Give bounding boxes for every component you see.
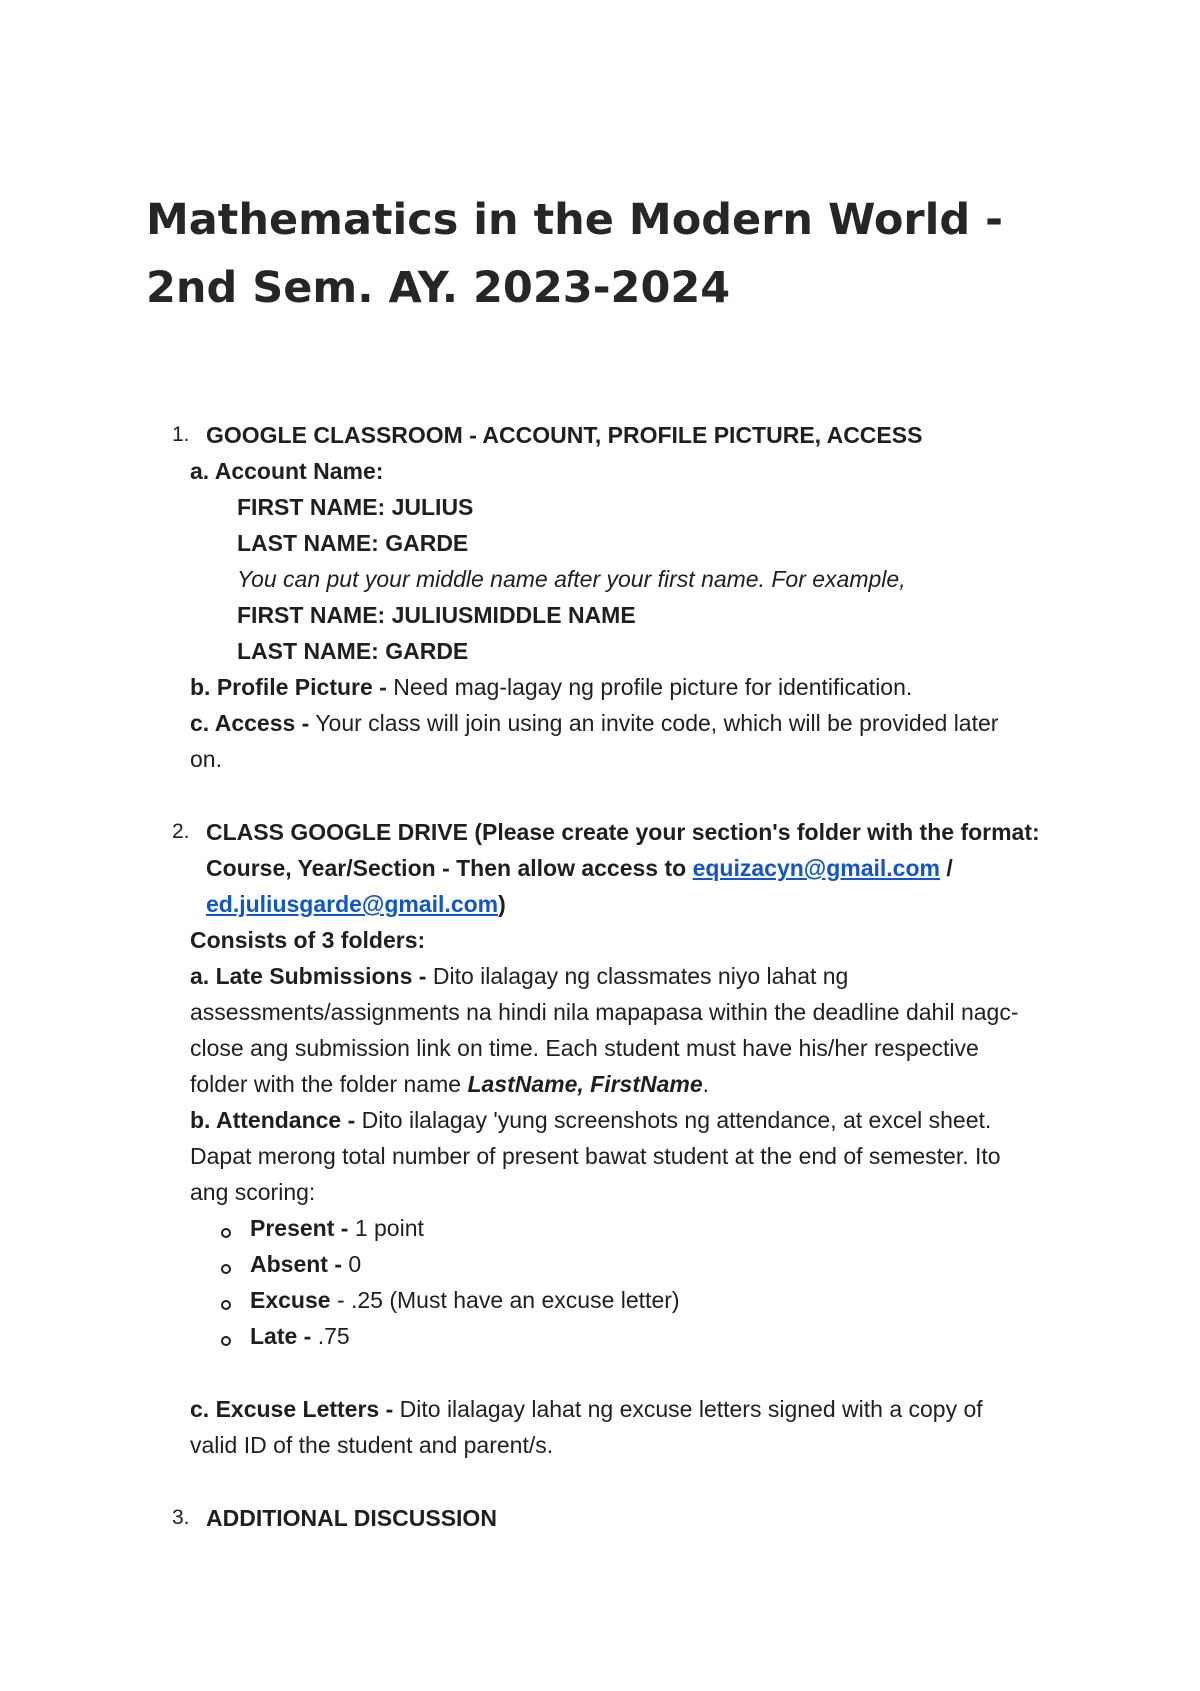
account-name-label: a. Account Name: [190,458,384,484]
scoring-late [250,1318,350,1354]
first-name-line: FIRST NAME: JULIUS [237,494,474,520]
scoring-present [250,1210,424,1246]
scoring-late-label: Late - [250,1323,312,1349]
excuse-letters-text-2: valid ID of the student and parent/s. [190,1432,554,1458]
excuse-letters-text-1: Dito ilalagay lahat ng excuse letters signed with a copy of [393,1396,983,1422]
section-2-heading-instruction: Please create your section's folder with the format: [482,819,1040,845]
section-2-format-text: Course, Year/Section - Then allow access to [206,855,693,881]
bullet-late-icon [221,1336,231,1346]
attendance-label: b. Attendance - [190,1107,356,1133]
folder-name-format: LastName, FirstName [467,1071,703,1097]
last-name-line: LAST NAME: GARDE [237,530,469,556]
attendance-text-2: Dapat merong total number of present bawat student at the end of semester. Ito [190,1143,1001,1169]
email-separator: / [939,855,953,881]
bullet-present-icon [221,1228,231,1238]
folder-name-period: . [702,1071,710,1097]
excuse-letters-item [190,1391,983,1427]
title-line-1: Mathematics in the Modern World - [146,195,1003,245]
scoring-excuse [250,1282,680,1318]
section-2-heading-main: CLASS GOOGLE DRIVE ( [206,819,483,845]
bullet-absent-icon [221,1264,231,1274]
section-2-heading-line-2 [206,850,953,886]
access-item [190,705,998,741]
middle-name-note: You can put your middle name after your first name. For example, [237,566,906,592]
title-line-2: 2nd Sem. AY. 2023-2024 [146,263,731,313]
late-submissions-text-2: assessments/assignments na hindi nila mapapasa within the deadline dahil nagc- [190,999,1019,1025]
scoring-excuse-value: - .25 (Must have an excuse letter) [330,1287,680,1313]
section-2-heading-line-3 [206,886,506,922]
access-text: Your class will join using an invite code, which will be provided later [309,710,999,736]
email-link-equizacyn[interactable]: equizacyn@gmail.com [692,855,940,881]
first-name-example: FIRST NAME: JULIUSMIDDLE NAME [237,602,636,628]
attendance-item [190,1102,991,1138]
excuse-letters-label: c. Excuse Letters - [190,1396,394,1422]
late-submissions-item [190,958,848,994]
section-2-number: 2. [172,820,190,843]
last-name-example: LAST NAME: GARDE [237,638,469,664]
email-link-juliusgarde[interactable]: ed.juliusgarde@gmail.com [206,891,499,917]
section-1-heading: GOOGLE CLASSROOM - ACCOUNT, PROFILE PICTURE, ACCESS [206,422,923,448]
bullet-excuse-icon [221,1300,231,1310]
access-text-continued: on. [190,746,222,772]
scoring-present-label: Present - [250,1215,349,1241]
section-3-number: 3. [172,1506,190,1529]
late-submissions-text-3: close ang submission link on time. Each student must have his/her respective [190,1035,979,1061]
close-paren: ) [498,891,506,917]
late-submissions-text-1: Dito ilalagay ng classmates niyo lahat ng [426,963,849,989]
late-submissions-label: a. Late Submissions - [190,963,427,989]
late-submissions-text-4-row [190,1066,709,1102]
access-label: c. Access - [190,710,310,736]
section-1-number: 1. [172,423,190,446]
scoring-late-value: .75 [311,1323,350,1349]
late-submissions-text-4: folder with the folder name [190,1071,468,1097]
profile-picture-label: b. Profile Picture - [190,674,387,700]
consists-label: Consists of 3 folders: [190,927,426,953]
section-3-heading: ADDITIONAL DISCUSSION [206,1505,497,1531]
document-title [146,186,1086,322]
scoring-present-value: 1 point [348,1215,424,1241]
attendance-text-1: Dito ilalagay 'yung screenshots ng attendance, at excel sheet. [355,1107,992,1133]
profile-picture-text: Need mag-lagay ng profile picture for identification. [386,674,913,700]
scoring-excuse-label: Excuse [250,1287,331,1313]
profile-picture-item [190,669,912,705]
scoring-absent-label: Absent - [250,1251,342,1277]
scoring-absent-value: 0 [342,1251,362,1277]
scoring-absent [250,1246,361,1282]
section-2-heading [206,814,1040,850]
attendance-text-3: ang scoring: [190,1179,316,1205]
